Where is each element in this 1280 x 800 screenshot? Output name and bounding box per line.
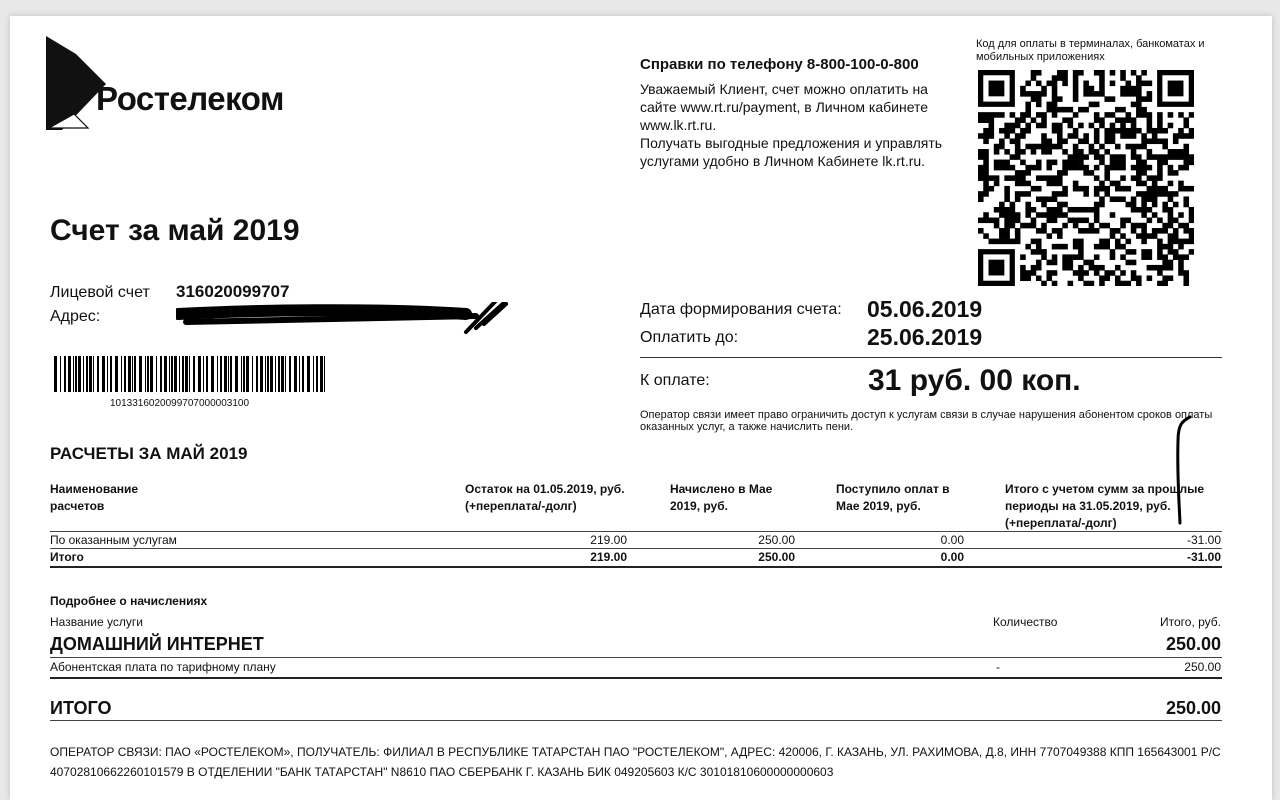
service-item-qty: - <box>996 660 1000 674</box>
invoice-sheet <box>10 16 1272 800</box>
col-header-qty: Количество <box>993 615 1058 629</box>
due-date-label: Оплатить до: <box>640 329 739 346</box>
col-header-item-total: Итого, руб. <box>1160 615 1221 629</box>
table-row-paid: 0.00 <box>940 533 964 547</box>
logo-wordmark: Ростелеком <box>96 80 284 117</box>
account-info: Получать выгодные предложения и управлять услугами удобно в Личном Кабинете lk.rt.ru. <box>640 135 943 169</box>
operator-requisites: ОПЕРАТОР СВЯЗИ: ПАО «РОСТЕЛЕКОМ», ПОЛУЧАТЕЛЬ: ФИЛИАЛ В РЕСПУБЛИКЕ ТАТАРСТАН ПАО "РОСТЕЛЕКОМ", АДРЕС: 420006, Г. КАЗАНЬ, УЛ. РАХИМОВА, Д.8, ИНН 7707049388 КПП 165643001 Р/С 40702810662260101579 В ОТДЕЛЕНИИ "БАНК ТАТАРСТАН" N8610 ПАО СБЕРБАНК Г. КАЗАНЬ БИК 049205603 К/С 30101810600000000603 <box>50 745 1221 779</box>
account-number: 316020099707 <box>176 282 290 301</box>
table-total-charged: 250.00 <box>758 550 795 564</box>
redaction-scribble <box>176 302 526 362</box>
barcode-icon <box>54 356 330 392</box>
table-total-paid: 0.00 <box>940 550 964 564</box>
service-group-name: ДОМАШНИЙ ИНТЕРНЕТ <box>50 634 264 654</box>
col-header-charged: Начислено в Мае 2019, руб. <box>670 482 773 513</box>
barcode-number: 1013316020099707000003100 <box>110 398 250 409</box>
col-header-name: Наименование расчетов <box>50 482 139 513</box>
table-row-charged: 250.00 <box>758 533 795 547</box>
table-rule <box>50 657 1222 658</box>
amount-due-label: К оплате: <box>640 372 710 389</box>
due-date: 25.06.2019 <box>867 324 983 350</box>
table-rule <box>50 566 1222 568</box>
col-header-paid: Поступило оплат в Мае 2019, руб. <box>836 482 950 513</box>
qr-caption: Код для оплаты в терминалах, банкоматах и мобильных приложениях <box>976 38 1205 63</box>
table-rule <box>50 720 1222 721</box>
service-group-total: 250.00 <box>1165 634 1221 654</box>
table-row-total: -31.00 <box>1186 533 1221 547</box>
table-total-name: Итого <box>50 550 84 564</box>
table-total-balance: 219.00 <box>590 550 627 564</box>
grand-total-label: ИТОГО <box>50 698 112 718</box>
grand-total-value: 250.00 <box>1165 698 1221 718</box>
table-total-total: -31.00 <box>1186 550 1221 564</box>
col-header-balance: Остаток на 01.05.2019, руб. (+переплата/-долг) <box>465 482 625 513</box>
table-row-balance: 219.00 <box>590 533 627 547</box>
service-item-name: Абонентская плата по тарифному плану <box>50 660 276 674</box>
issue-date-label: Дата формирования счета: <box>640 301 842 318</box>
payment-info: Уважаемый Клиент, счет можно оплатить на сайте www.rt.ru/payment, в Личном кабинете www.lk.rt.ru. <box>640 81 929 133</box>
support-phone: Справки по телефону 8-800-100-0-800 <box>640 56 919 73</box>
address-label: Адрес: <box>50 308 101 325</box>
table-rule <box>50 548 1222 549</box>
col-header-total: Итого с учетом сумм за прошлые периоды на 31.05.2019, руб. (+переплата/-долг) <box>1005 482 1204 530</box>
payment-qr-code <box>978 70 1194 286</box>
issue-date: 05.06.2019 <box>867 296 983 322</box>
table-row-name: По оказанным услугам <box>50 533 177 547</box>
page-title: Счет за май 2019 <box>50 214 300 247</box>
calc-section-title: РАСЧЕТЫ ЗА МАЙ 2019 <box>50 444 248 463</box>
payment-notice: Оператор связи имеет право ограничить доступ к услугам связи в случае нарушения абонентом сроков оплаты оказанных услуг, а также начислить пени. <box>640 409 1213 433</box>
amount-due: 31 руб. 00 коп. <box>868 364 1081 397</box>
divider <box>640 357 1222 358</box>
service-item-total: 250.00 <box>1184 660 1221 674</box>
table-rule <box>50 677 1222 679</box>
col-header-service: Название услуги <box>50 615 143 629</box>
details-title: Подробнее о начислениях <box>50 594 208 608</box>
table-rule <box>50 531 1222 532</box>
account-label: Лицевой счет <box>50 284 150 301</box>
